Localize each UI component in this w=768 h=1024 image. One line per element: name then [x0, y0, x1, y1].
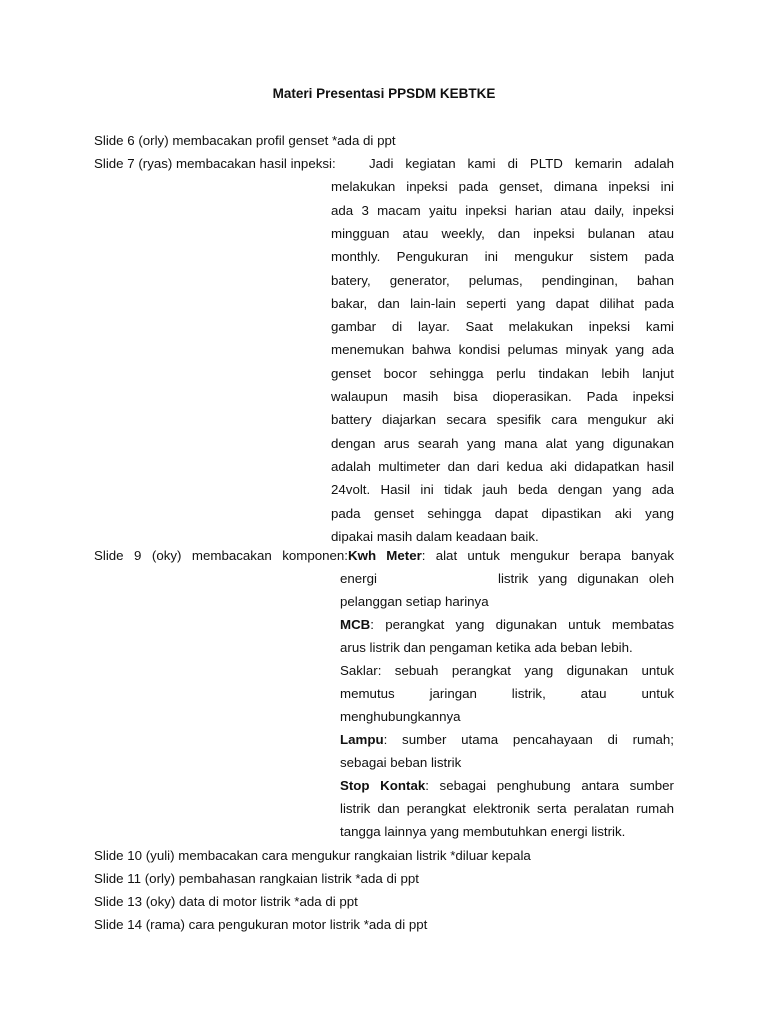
- slide-7-body-line: batery, generator, pelumas, pendinginan, bahan: [331, 273, 674, 288]
- stop-kontak-line-1: Stop Kontak: sebagai penghubung antara sumber: [340, 778, 674, 793]
- stop-kontak-line-2: listrik dan perangkat elektronik serta peralatan rumah: [340, 801, 674, 816]
- slide-7-body-line: Jadi kegiatan kami di PLTD kemarin adalah: [369, 156, 674, 171]
- slide-14-line: Slide 14 (rama) cara pengukuran motor listrik *ada di ppt: [94, 917, 428, 932]
- stop-kontak-line-3: tangga lainnya yang membutuhkan energi listrik.: [340, 824, 626, 839]
- saklar-line-2: memutus jaringan listrik, atau untuk: [340, 686, 674, 701]
- slide-7-body-line: genset bocor sehingga perlu tindakan lebih lanjut: [331, 366, 674, 381]
- slide-7-body-line: menemukan bahwa kondisi pelumas minyak yang ada: [331, 342, 674, 357]
- slide-7-body-line: mingguan atau weekly, dan inpeksi bulanan atau: [331, 226, 674, 241]
- kwh-meter-line-3: pelanggan setiap harinya: [340, 594, 489, 609]
- saklar-line-1: Saklar: sebuah perangkat yang digunakan untuk: [340, 663, 674, 678]
- slide-6-line: Slide 6 (orly) membacakan profil genset *ada di ppt: [94, 133, 396, 148]
- slide-7-body-line: 24volt. Hasil ini tidak jauh beda dengan yang ada: [331, 482, 674, 497]
- kwh-meter-line-2a: energi: [340, 571, 377, 586]
- mcb-line-2: arus listrik dan pengaman ketika ada beban lebih.: [340, 640, 633, 655]
- kwh-meter-line-2b: listrik yang digunakan oleh: [498, 571, 674, 586]
- slide-7-body-line: melakukan inpeksi pada genset, dimana inpeksi ini: [331, 179, 674, 194]
- slide-7-body-line: gambar di layar. Saat melakukan inpeksi kami: [331, 319, 674, 334]
- slide-10-line: Slide 10 (yuli) membacakan cara mengukur rangkaian listrik *diluar kepala: [94, 848, 531, 863]
- mcb-term: MCB: [340, 617, 371, 632]
- slide-9-label: Slide 9 (oky) membacakan komponen:: [94, 548, 348, 563]
- lampu-term: Lampu: [340, 732, 384, 747]
- mcb-line-1: MCB: perangkat yang digunakan untuk membatas: [340, 617, 674, 632]
- slide-7-body-line: bakar, dan lain-lain seperti yang dapat dilihat pada: [331, 296, 674, 311]
- slide-7-body-line: ada 3 macam yaitu inpeksi harian atau daily, inpeksi: [331, 203, 674, 218]
- slide-7-label: Slide 7 (ryas) membacakan hasil inpeksi:: [94, 156, 336, 171]
- saklar-line-3: menghubungkannya: [340, 709, 461, 724]
- slide-11-line: Slide 11 (orly) pembahasan rangkaian listrik *ada di ppt: [94, 871, 419, 886]
- slide-7-body-line: battery diajarkan secara spesifik cara mengukur aki: [331, 412, 674, 427]
- slide-7-body-line: walaupun masih bisa dioperasikan. Pada inpeksi: [331, 389, 674, 404]
- document-title: Materi Presentasi PPSDM KEBTKE: [272, 86, 496, 101]
- lampu-line-1: Lampu: sumber utama pencahayaan di rumah;: [340, 732, 674, 747]
- kwh-meter-line-1: Kwh Meter: alat untuk mengukur berapa banyak: [348, 548, 675, 563]
- lampu-line-2: sebagai beban listrik: [340, 755, 462, 770]
- kwh-meter-term: Kwh Meter: [348, 548, 422, 563]
- slide-13-line: Slide 13 (oky) data di motor listrik *ada di ppt: [94, 894, 358, 909]
- stop-kontak-term: Stop Kontak: [340, 778, 426, 793]
- slide-7-body-line: pada genset sehingga dapat dipastikan aki yang: [331, 506, 674, 521]
- slide-7-body-line: monthly. Pengukuran ini mengukur sistem pada: [331, 249, 674, 264]
- slide-7-body-line: dipakai masih dalam keadaan baik.: [331, 529, 539, 544]
- slide-7-body-line: dengan arus searah yang mana alat yang digunakan: [331, 436, 674, 451]
- slide-7-body-line: adalah multimeter dan dari kedua aki didapatkan hasil: [331, 459, 674, 474]
